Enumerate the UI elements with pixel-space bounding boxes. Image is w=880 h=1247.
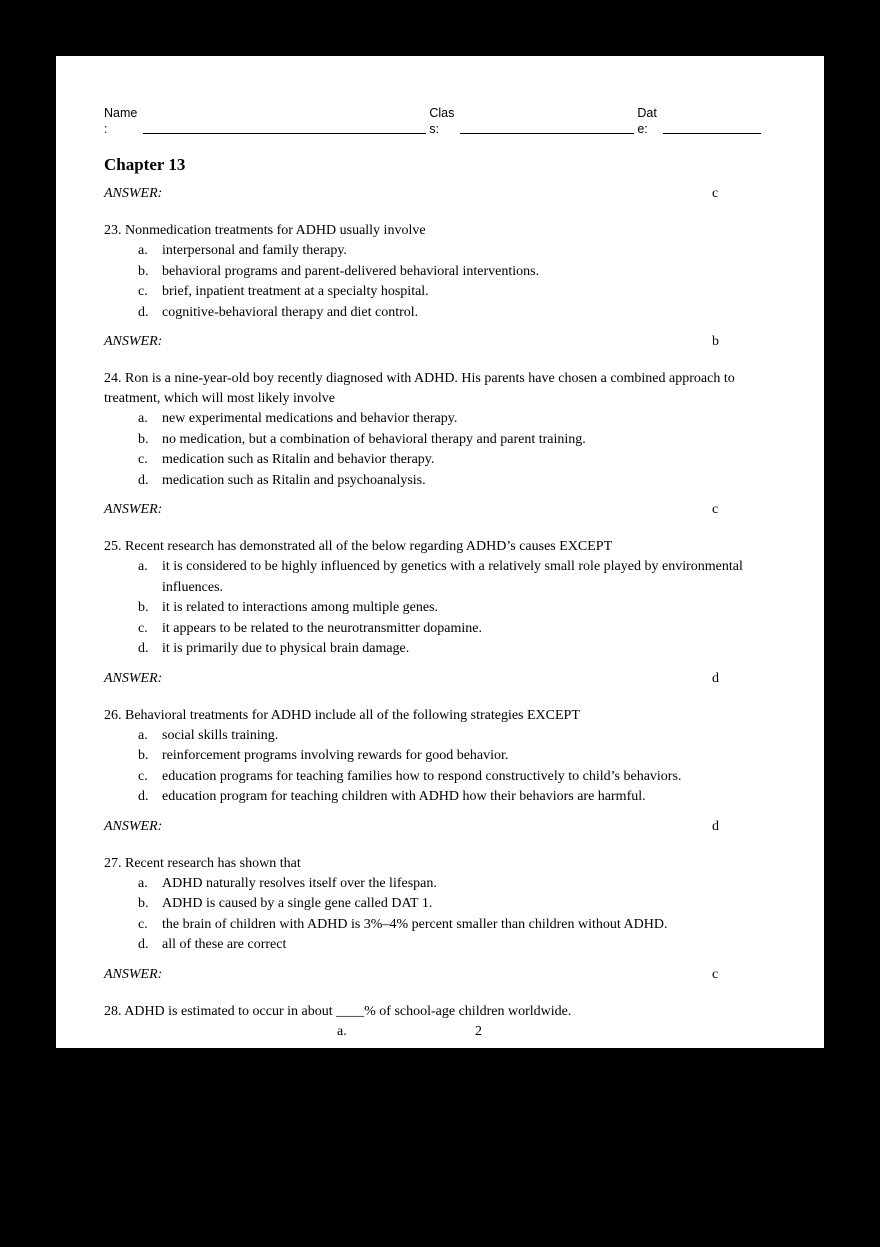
option-label: a.	[138, 559, 148, 574]
option-text: medication such as Ritalin and psychoanalysis.	[162, 472, 426, 488]
partial-option-row	[104, 1022, 776, 1043]
answer-row	[104, 184, 776, 204]
option-label: c.	[138, 284, 148, 299]
option	[104, 282, 776, 303]
option	[104, 915, 776, 936]
question-text: 28. ADHD is estimated to occur in about ____% of school-age children worldwide.	[104, 1003, 572, 1019]
option	[104, 746, 776, 767]
answer-label: ANSWER:	[104, 670, 163, 686]
question-block	[104, 537, 776, 689]
date-blank-line	[663, 133, 761, 134]
option-label: a.	[138, 727, 148, 743]
option-label: a.	[138, 243, 148, 258]
class-label	[429, 105, 454, 137]
option	[104, 726, 776, 747]
question-block	[104, 221, 776, 352]
answer-row	[104, 965, 776, 985]
option-text: behavioral programs and parent-delivered behavioral interventions.	[162, 263, 540, 279]
option-label: b.	[138, 431, 149, 447]
answer-label: ANSWER:	[104, 966, 163, 982]
answer-row	[104, 332, 776, 352]
option-label: a.	[138, 875, 148, 891]
class-blank-line	[460, 133, 634, 134]
class-label-line2: s:	[429, 122, 440, 136]
question-text: 23. Nonmedication treatments for ADHD usually involve	[104, 223, 426, 238]
option-text: it is related to interactions among multiple genes.	[162, 600, 439, 615]
option-text: it is considered to be highly influenced by genetics with a relatively small role played by environmental influences.	[162, 559, 743, 595]
option	[104, 874, 776, 895]
answer-row	[104, 817, 776, 837]
date-label-line1: Dat	[637, 106, 657, 120]
answer-row	[104, 669, 776, 689]
answer-value: c	[712, 966, 719, 982]
answer-value: d	[712, 670, 719, 686]
option	[104, 619, 776, 640]
answer-value: d	[712, 818, 719, 834]
option	[104, 787, 776, 808]
question-block	[104, 706, 776, 837]
answer-value: c	[712, 502, 719, 517]
option	[104, 409, 776, 430]
option-label: d.	[138, 472, 149, 488]
question-block	[104, 854, 776, 985]
answer-label: ANSWER:	[104, 502, 163, 517]
option-text: education program for teaching children with ADHD how their behaviors are harmful.	[162, 789, 646, 804]
question-text: 27. Recent research has shown that	[104, 855, 301, 871]
date-label-line2: e:	[637, 122, 648, 136]
option-text: ADHD naturally resolves itself over the lifespan.	[162, 875, 437, 891]
option-label: c.	[138, 452, 148, 467]
option	[104, 598, 776, 619]
option-label: c.	[138, 768, 148, 784]
option-text: it appears to be related to the neurotransmitter dopamine.	[162, 620, 482, 636]
option-text: cognitive-behavioral therapy and diet control.	[162, 304, 419, 320]
options-list	[104, 726, 776, 808]
option-label: d.	[138, 937, 149, 952]
name-label-line1: Name	[104, 106, 138, 120]
options-list	[104, 874, 776, 956]
question-block	[104, 1002, 776, 1043]
option-text: 2	[475, 1023, 482, 1039]
option-label: b.	[138, 600, 149, 615]
option-text: education programs for teaching families how to respond constructively to child’s behaviors.	[162, 768, 682, 784]
option-label: d.	[138, 789, 149, 804]
class-field	[429, 105, 634, 137]
date-field	[637, 105, 760, 137]
answer-label: ANSWER:	[104, 186, 163, 201]
option-label: c.	[138, 916, 148, 932]
option	[104, 241, 776, 262]
option	[104, 935, 776, 956]
option-text: brief, inpatient treatment at a specialty hospital.	[162, 284, 429, 299]
option	[104, 262, 776, 283]
option-label: c.	[138, 620, 148, 636]
option	[104, 303, 776, 324]
option	[104, 557, 776, 598]
question-text: 25. Recent research has demonstrated all of the below regarding ADHD’s causes EXCEPT	[104, 539, 613, 554]
option-text: new experimental medications and behavior therapy.	[162, 411, 458, 426]
answer-value: b	[712, 334, 719, 349]
option-label: b.	[138, 263, 149, 279]
form-header	[104, 105, 776, 137]
chapter-title: Chapter 13	[104, 155, 186, 174]
option-text: all of these are correct	[162, 937, 287, 952]
option-label: a.	[138, 411, 148, 426]
name-blank-line	[143, 133, 426, 134]
option-text: medication such as Ritalin and behavior therapy.	[162, 452, 435, 467]
class-label-line1: Clas	[429, 106, 455, 120]
date-label	[637, 105, 656, 137]
answer-label: ANSWER:	[104, 818, 163, 834]
option-label: d.	[138, 304, 149, 320]
options-list	[104, 241, 776, 323]
options-list	[104, 557, 776, 660]
option-text: reinforcement programs involving rewards for good behavior.	[162, 748, 509, 763]
question-text: 24. Ron is a nine-year-old boy recently diagnosed with ADHD. His parents have chosen a combined approach to treatment, which will most likely involve	[104, 371, 735, 406]
option-text: interpersonal and family therapy.	[162, 243, 347, 258]
option	[104, 639, 776, 660]
name-label	[104, 105, 137, 137]
answer-label: ANSWER:	[104, 334, 163, 349]
option	[104, 430, 776, 451]
name-field	[104, 105, 426, 137]
option	[104, 450, 776, 471]
question-block	[104, 369, 776, 520]
option-text: ADHD is caused by a single gene called DAT 1.	[162, 896, 433, 911]
option-label: b.	[138, 896, 149, 911]
option-label: a.	[337, 1023, 347, 1039]
option	[104, 894, 776, 915]
option-text: no medication, but a combination of behavioral therapy and parent training.	[162, 431, 586, 447]
option-label: d.	[138, 641, 149, 656]
question-text: 26. Behavioral treatments for ADHD include all of the following strategies EXCEPT	[104, 707, 580, 723]
name-label-line2: :	[104, 122, 108, 136]
option-text: social skills training.	[162, 727, 279, 743]
answer-row	[104, 500, 776, 520]
option-text: it is primarily due to physical brain damage.	[162, 641, 410, 656]
option-label: b.	[138, 748, 149, 763]
options-list	[104, 409, 776, 491]
answer-value: c	[712, 186, 719, 201]
option	[104, 767, 776, 788]
option-text: the brain of children with ADHD is 3%–4% percent smaller than children without ADHD.	[162, 916, 668, 932]
document-page	[56, 56, 824, 1048]
option	[104, 471, 776, 492]
